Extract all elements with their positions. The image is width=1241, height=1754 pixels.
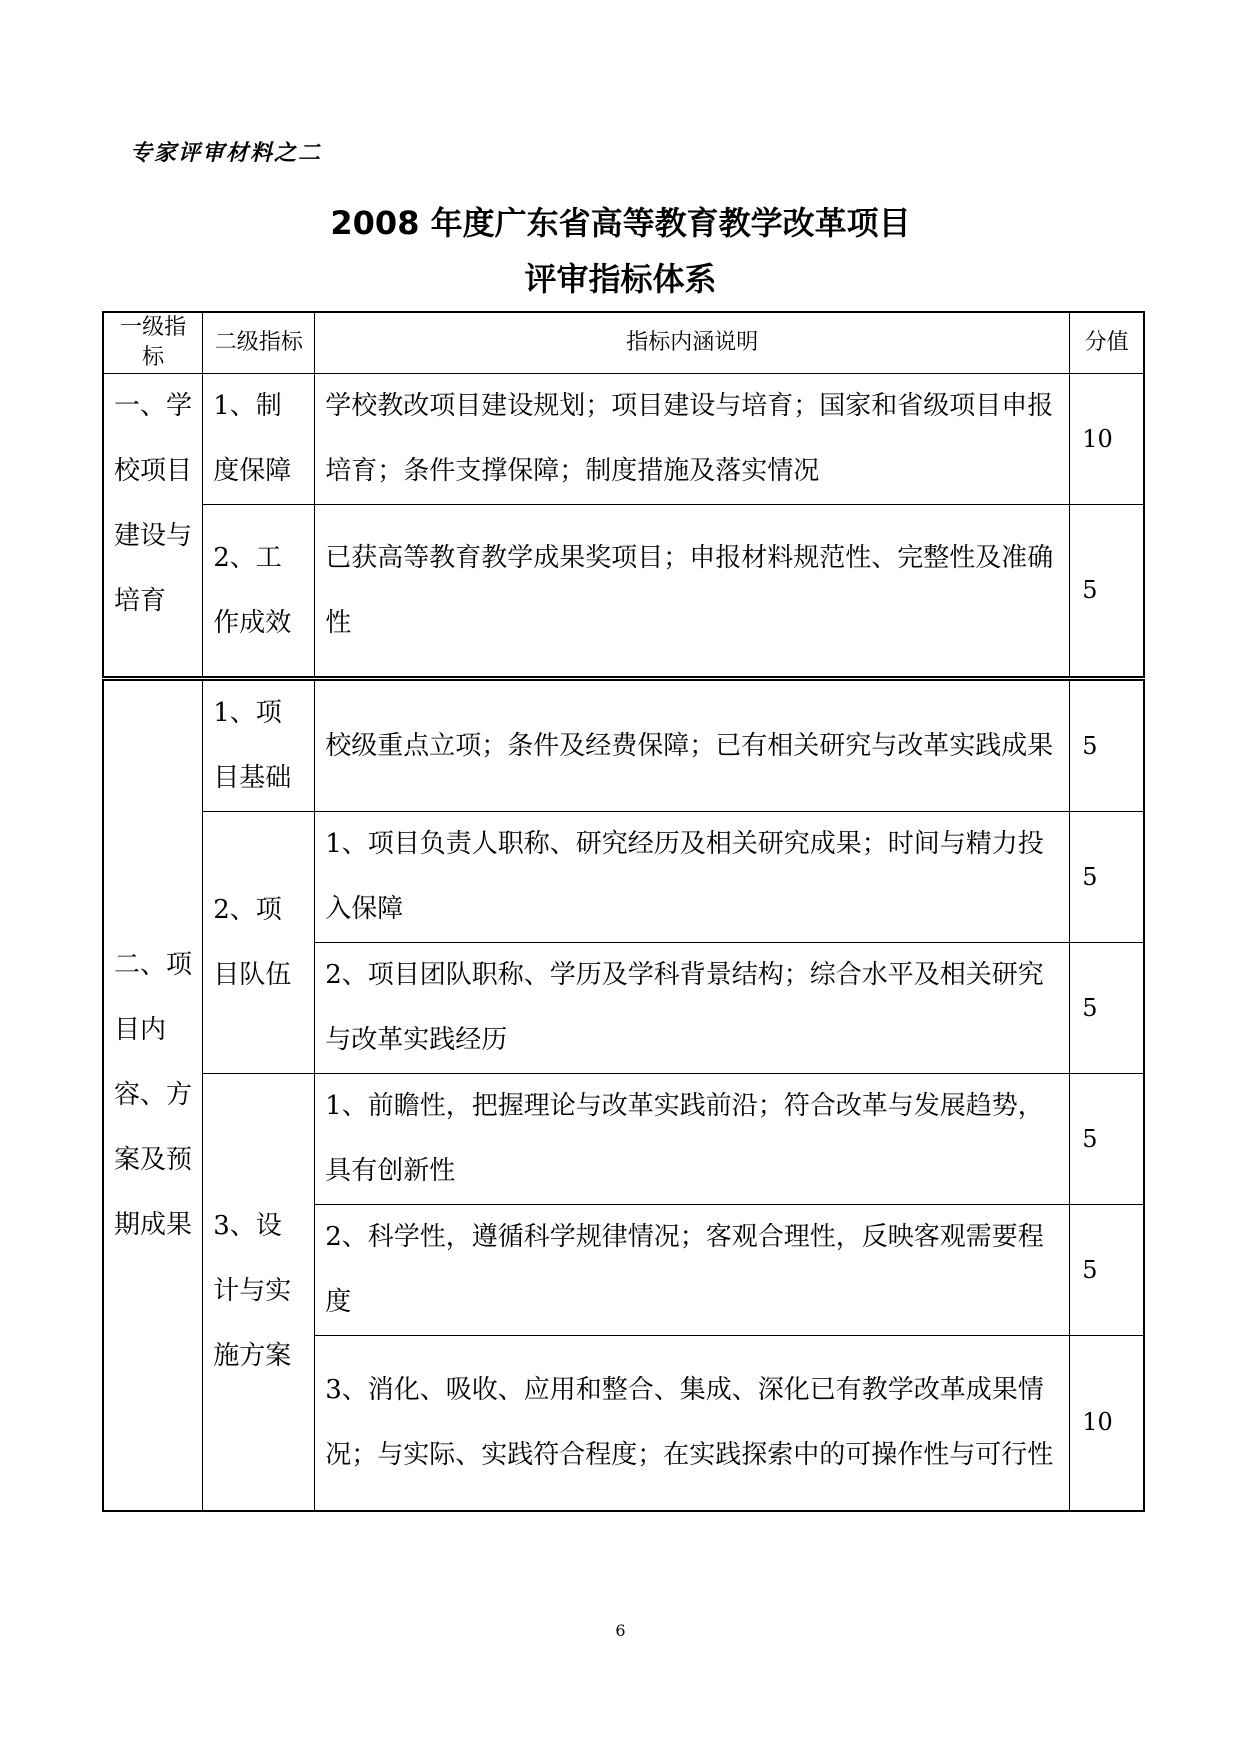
description-cell: 1、前瞻性，把握理论与改革实践前沿；符合改革与发展趋势，具有创新性 <box>315 1074 1070 1205</box>
level2-cell: 1、项目基础 <box>203 679 315 812</box>
description-cell: 1、项目负责人职称、研究经历及相关研究成果；时间与精力投入保障 <box>315 812 1070 943</box>
table-row <box>103 505 1144 679</box>
header-score: 分值 <box>1070 312 1144 374</box>
level2-cell: 3、设计与实施方案 <box>203 1074 315 1511</box>
header-level1: 一级指标 <box>103 312 203 374</box>
level2-cell: 2、工作成效 <box>203 505 315 679</box>
score-cell: 5 <box>1070 1205 1144 1336</box>
criteria-table <box>102 311 1145 1512</box>
description-cell: 学校教改项目建设规划；项目建设与培育；国家和省级项目申报培育；条件支撑保障；制度措施及落实情况 <box>315 374 1070 505</box>
document-subtitle: 评审指标体系 <box>524 260 717 298</box>
score-cell: 5 <box>1070 812 1144 943</box>
description-cell: 校级重点立项；条件及经费保障；已有相关研究与改革实践成果 <box>315 679 1070 812</box>
header-level2: 二级指标 <box>203 312 315 374</box>
score-cell: 5 <box>1070 943 1144 1074</box>
table-row <box>103 374 1144 505</box>
score-cell: 10 <box>1070 374 1144 505</box>
header-description: 指标内涵说明 <box>315 312 1070 374</box>
level2-cell: 2、项目队伍 <box>203 812 315 1074</box>
score-cell: 5 <box>1070 679 1144 812</box>
table-row <box>103 679 1144 812</box>
description-cell: 已获高等教育教学成果奖项目；申报材料规范性、完整性及准确性 <box>315 505 1070 679</box>
page-number: 6 <box>615 1621 626 1640</box>
level1-cell: 二、项目内容、方案及预期成果 <box>103 679 203 1511</box>
score-cell: 5 <box>1070 1074 1144 1205</box>
table-row <box>103 812 1144 943</box>
table-header-row <box>103 312 1144 374</box>
level1-cell: 一、学校项目建设与培育 <box>103 374 203 679</box>
description-cell: 2、项目团队职称、学历及学科背景结构；综合水平及相关研究与改革实践经历 <box>315 943 1070 1074</box>
level2-cell: 1、制度保障 <box>203 374 315 505</box>
table-row <box>103 1074 1144 1205</box>
document-label: 专家评审材料之二 <box>130 140 323 166</box>
description-cell: 3、消化、吸收、应用和整合、集成、深化已有教学改革成果情况；与实际、实践符合程度；在实践探索中的可操作性与可行性 <box>315 1336 1070 1511</box>
score-cell: 10 <box>1070 1336 1144 1511</box>
document-title: 2008 年度广东省高等教育教学改革项目 <box>330 204 911 242</box>
score-cell: 5 <box>1070 505 1144 679</box>
description-cell: 2、科学性，遵循科学规律情况；客观合理性，反映客观需要程度 <box>315 1205 1070 1336</box>
